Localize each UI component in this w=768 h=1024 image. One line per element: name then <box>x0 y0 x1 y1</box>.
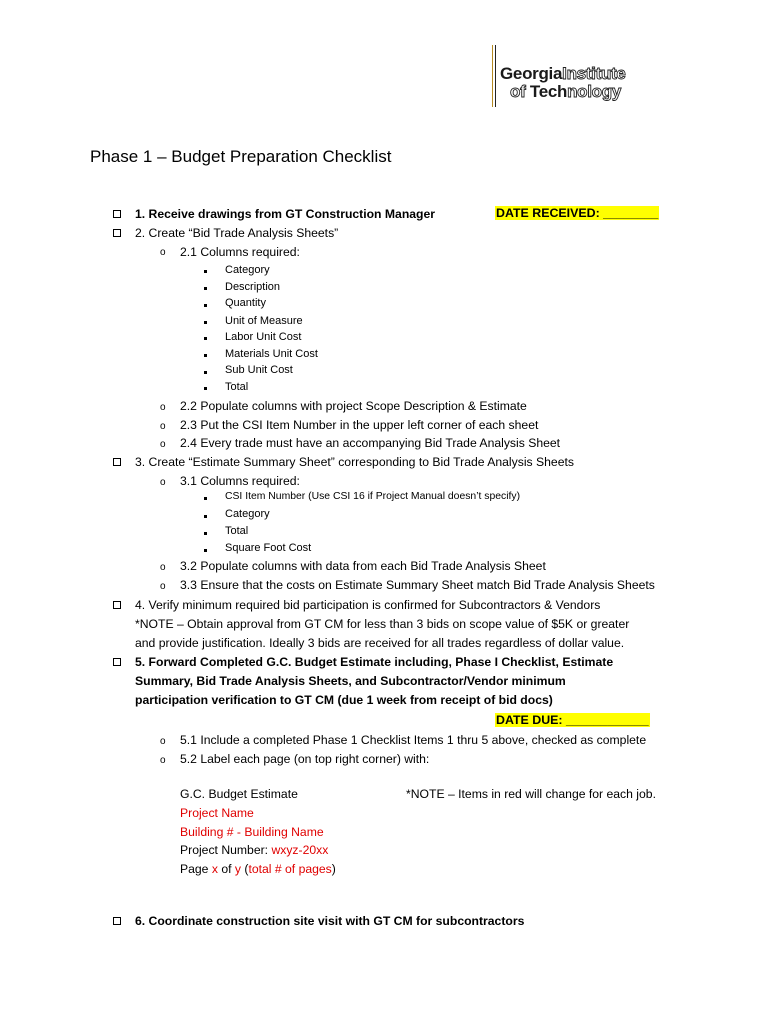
bullet-circle-icon: o <box>160 247 166 258</box>
checkbox-item-5[interactable] <box>113 658 121 666</box>
logo-line-2: of Technology <box>510 82 622 101</box>
checkbox-item-2[interactable] <box>113 229 121 237</box>
bullet-square-icon <box>204 304 207 307</box>
item-1-text: 1. Receive drawings from GT Construction Manager <box>135 207 436 221</box>
logo-dark-bar <box>495 45 496 107</box>
column-item: Materials Unit Cost <box>225 348 318 360</box>
bullet-circle-icon: o <box>160 421 166 432</box>
bullet-square-icon <box>204 321 207 324</box>
column-item: Description <box>225 281 281 293</box>
column-item: Sub Unit Cost <box>225 364 293 376</box>
bullet-square-icon <box>204 532 207 535</box>
date-due-label: DATE DUE: ____________ <box>496 713 649 727</box>
item-2-2-text: 2.2 Populate columns with project Scope Description & Estimate <box>180 399 527 413</box>
column-item: Labor Unit Cost <box>225 331 302 343</box>
column-item: CSI Item Number (Use CSI 16 if Project Manual doesn’t specify) <box>225 491 521 502</box>
bullet-square-icon <box>204 371 207 374</box>
item-4-line-2: *NOTE – Obtain approval from GT CM for less than 3 bids on scope value of $5K or greater <box>135 617 630 631</box>
column-item: Unit of Measure <box>225 315 303 327</box>
item-2-1-text: 2.1 Columns required: <box>180 245 300 259</box>
label-gc-budget-estimate: G.C. Budget Estimate <box>180 787 298 801</box>
item-6-text: 6. Coordinate construction site visit with GT CM for subcontractors <box>135 914 525 928</box>
item-5-line-1: 5. Forward Completed G.C. Budget Estimate including, Phase I Checklist, Estimate <box>135 655 614 669</box>
bullet-circle-icon: o <box>160 402 166 413</box>
red-items-note: *NOTE – Items in red will change for each job. <box>406 787 656 801</box>
bullet-square-icon <box>204 549 207 552</box>
item-2-text: 2. Create “Bid Trade Analysis Sheets” <box>135 226 339 240</box>
label-project-number: Project Number: wxyz-20xx <box>180 843 329 857</box>
item-2-4-text: 2.4 Every trade must have an accompanying Bid Trade Analysis Sheet <box>180 436 561 450</box>
bullet-circle-icon: o <box>160 755 166 766</box>
bullet-square-icon <box>204 354 207 357</box>
column-item: Total <box>225 381 249 393</box>
bullet-circle-icon: o <box>160 581 166 592</box>
bullet-circle-icon: o <box>160 477 166 488</box>
item-5-line-3: participation verification to GT CM (due 1 week from receipt of bid docs) <box>135 693 553 707</box>
checkbox-item-3[interactable] <box>113 458 121 466</box>
checkbox-item-4[interactable] <box>113 601 121 609</box>
bullet-circle-icon: o <box>160 736 166 747</box>
item-2-3-text: 2.3 Put the CSI Item Number in the upper left corner of each sheet <box>180 418 539 432</box>
logo-gold-bar <box>492 45 493 107</box>
item-5-2-text: 5.2 Label each page (on top right corner) with: <box>180 752 430 766</box>
bullet-square-icon <box>204 270 207 273</box>
column-item: Square Foot Cost <box>225 542 312 554</box>
item-3-3-text: 3.3 Ensure that the costs on Estimate Summary Sheet match Bid Trade Analysis Sheets <box>180 578 655 592</box>
item-4-line-1: 4. Verify minimum required bid participation is confirmed for Subcontractors & Vendors <box>135 598 601 612</box>
bullet-square-icon <box>204 287 207 290</box>
bullet-square-icon <box>204 515 207 518</box>
bullet-square-icon <box>204 497 207 500</box>
bullet-circle-icon: o <box>160 562 166 573</box>
bullet-square-icon <box>204 387 207 390</box>
date-received-label: DATE RECEIVED: ________ <box>496 206 659 220</box>
checkbox-item-6[interactable] <box>113 917 121 925</box>
checkbox-item-1[interactable] <box>113 210 121 218</box>
item-4-line-3: and provide justification. Ideally 3 bids are received for all trades regardless of dollar value. <box>135 636 625 650</box>
column-item: Quantity <box>225 297 266 309</box>
page-title: Phase 1 – Budget Preparation Checklist <box>90 147 392 166</box>
item-3-2-text: 3.2 Populate columns with data from each Bid Trade Analysis Sheet <box>180 559 546 573</box>
item-3-1-text: 3.1 Columns required: <box>180 474 300 488</box>
column-item: Category <box>225 264 270 276</box>
item-3-text: 3. Create “Estimate Summary Sheet” corresponding to Bid Trade Analysis Sheets <box>135 455 574 469</box>
label-page-count: Page x of y (total # of pages) <box>180 862 336 876</box>
column-item: Total <box>225 525 249 537</box>
label-building: Building # - Building Name <box>180 825 324 839</box>
column-item: Category <box>225 508 270 520</box>
label-project-name: Project Name <box>180 806 254 820</box>
logo-line-1: GeorgiaInstitute <box>500 64 626 83</box>
item-5-line-2: Summary, Bid Trade Analysis Sheets, and Subcontractor/Vendor minimum <box>135 674 566 688</box>
bullet-circle-icon: o <box>160 439 166 450</box>
item-5-1-text: 5.1 Include a completed Phase 1 Checklist Items 1 thru 5 above, checked as complete <box>180 733 647 747</box>
bullet-square-icon <box>204 337 207 340</box>
georgia-tech-logo <box>486 45 678 111</box>
